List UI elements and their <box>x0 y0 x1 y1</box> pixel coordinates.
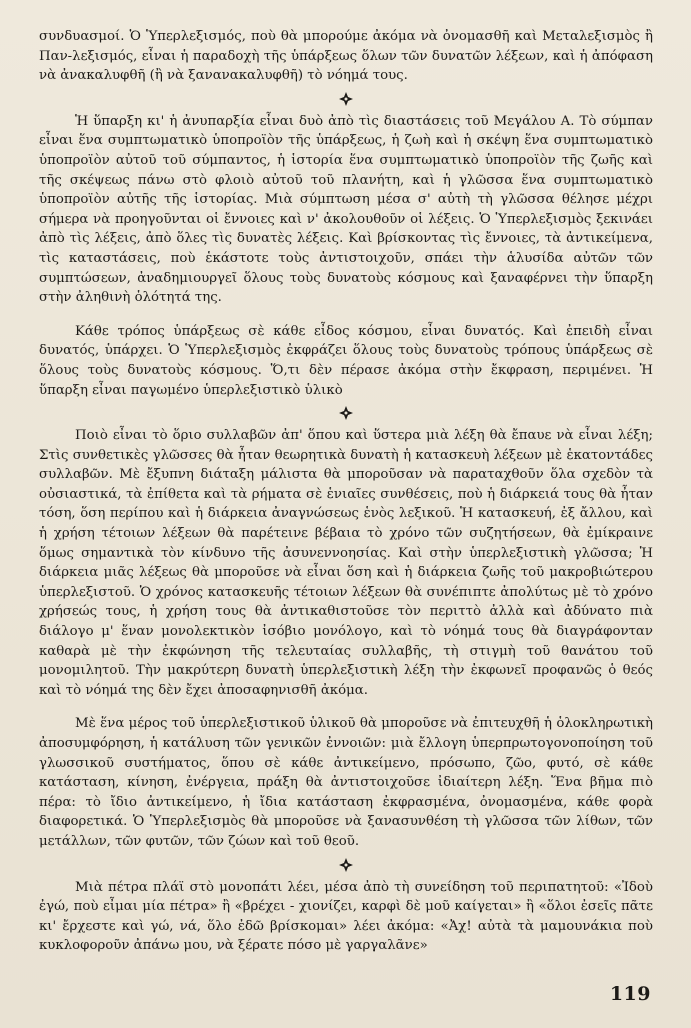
page-number: 119 <box>609 983 651 1005</box>
diamond-ornament-icon <box>339 858 353 872</box>
diamond-ornament-icon <box>339 92 353 106</box>
paragraph-existence: Ἡ ὕπαρξη κι' ἡ ἀνυπαρξία εἶναι δυὸ ἀπὸ τὶς διαστάσεις τοῦ Μεγάλου Α. Τὸ σύμπαν εἶναι ἕνα συμπτωματικὸ ὑποπροϊὸν τῆς ὑπάρξεως, ἡ ζωὴ καὶ ἡ σκέψη ἕνα συμπτωματικὸ ὑποπροϊὸν αὐτοῦ τοῦ σύμπαντος, ἡ ἱστορία ἕνα συμπτωματικὸ ὑποπροϊὸν τῆς ζωῆς καὶ τῆς σκέψεως πάνω στὸ φλοιὸ αὐτοῦ τοῦ πλανήτη, καὶ ἡ γλῶσσα ἕνα συμπτωματικὸ ὑποπροϊὸν αὐτῆς τῆς ἱστορίας. Μιὰ σύμπτωση μέσα σ' αὐτὴ τὴ γλῶσσα θέλησε μέχρι σήμερα νὰ προηγοῦνται οἱ ἔννοιες καὶ ν' ἀκολουθοῦν οἱ λέξεις. Ὁ Ὑπερλεξισμὸς ξεκινάει ἀπὸ τὶς λέξεις, ἀπὸ ὅλες τὶς δυνατὲς λέξεις. Καὶ βρίσκοντας τὶς ἔννοιες, τὰ ἀντικείμενα, τὶς καταστάσεις, ποὺ ἑκάστοτε τοὺς ἀντιστοιχοῦν, σπάει τὴν ἁλυσίδα αὐτῶν τῶν συμπτώσεων, ἀναδημιουργεῖ ὅλους τοὺς δυνατοὺς κόσμους καὶ ξαναφέρνει τὴν ὕπαρξη στὴν ἀληθινὴ ὁλότητά της. <box>39 113 653 306</box>
paragraph-hyperlexism-definition: συνδυασμοί. Ὁ Ὑπερλεξισμός, ποὺ θὰ μπορούμε ἀκόμα νὰ ὀνομασθῆ καὶ Μεταλεξισμὸς ἢ Παν-λεξισμός, εἶναι ἡ παραδοχὴ τῆς ὑπάρξεως ὅλων τῶν δυνατῶν λέξεων, καὶ ἡ ἀπόφαση νὰ ἀνακαλυφθῆ (ἢ νὰ ξανανακαλυφθῆ) τὸ νόημά τους. <box>39 29 653 84</box>
paragraph-syllable-limit: Ποιὸ εἶναι τὸ ὅριο συλλαβῶν ἀπ' ὅπου καὶ ὕστερα μιὰ λέξη θὰ ἔπαυε νὰ εἶναι λέξη; Στὶς συνθετικὲς γλῶσσες θὰ ἦταν θεωρητικὰ δυνατὴ ἡ κατασκευὴ λέξεων μὲ ἑκατοντάδες συλλαβῶν. Μὲ ἔξυπνη διάταξη μάλιστα θὰ μποροῦσαν νὰ παραταχθοῦν ὅλα σχεδὸν τὰ οὐσιαστικά, τὰ ἐπίθετα καὶ τὰ ρήματα σὲ ἑνιαῖες συνθέσεις, ποὺ ἡ διάρκειά τους θὰ ἦταν τόση, ὅση περίπου καὶ ἡ διάρκεια ἀναγνώσεως ἑνὸς λεξικοῦ. Ἡ κατασκευή, ἐξ ἄλλου, καὶ ἡ χρήση τέτοιων λέξεων θὰ παρέτεινε βέβαια τὸ χρόνο τῶν συζητήσεων, θὰ ἐμίκραινε ὅμως σημαντικὰ τὸν κίνδυνο τῆς ἀσυνεννοησίας. Καὶ στὴν ὑπερλεξιστικὴ γλῶσσα; Ἡ διάρκεια μιᾶς λέξεως θὰ μποροῦσε νὰ εἶναι ὅση καὶ ἡ διάρκεια ζωῆς τοῦ μακροβιώτερου ὑπερλεξιστοῦ. Ὁ χρόνος κατασκευῆς τέτοιων λέξεων θὰ συνέπιπτε ἀπολύτως μὲ τὸ χρόνο χρήσεώς τους, ἡ χρήση τους θὰ ἀντικαθιστοῦσε τὸν περιττὸ ἀλλὰ καὶ ἀδύνατο πιὰ διάλογο μ' ἕναν μονολεκτικὸν ἰσόβιο μονόλογο, καὶ τὸ νόημά τους θὰ διαγράφονταν καθαρὰ μὲ τὴν ἐκφώνηση τῆς τελευταίας συλλαβῆς, τὴ στιγμὴ τοῦ θανάτου τοῦ μονομιλητοῦ. Τὴν μακρύτερη δυνατὴ ὑπερλεξιστικὴ λέξη τὴν ἐκφωνεῖ προφανῶς ὁ θεός καὶ τὸ νόημά της δὲν ἔχει ἀποσαφηνισθῆ ἀκόμα. <box>39 428 653 698</box>
paragraph-decongestion: Μὲ ἕνα μέρος τοῦ ὑπερλεξιστικοῦ ὑλικοῦ θὰ μποροῦσε νὰ ἐπιτευχθῆ ἡ ὁλοκληρωτικὴ ἀποσυμφόρηση, ἡ κατάλυση τῶν γενικῶν ἐννοιῶν: μιὰ ἔλλογη ὑπερπρωτογονοποίηση τοῦ γλωσσικοῦ συστήματος, ὅπου σὲ κάθε ἀντικείμενο, πρόσωπο, ζῶο, φυτό, σὲ κάθε κατάσταση, κίνηση, ἐνέργεια, πράξη θὰ ἀντιστοιχοῦσε ἰδιαίτερη λέξη. Ἕνα βῆμα πιὸ πέρα: τὸ ἴδιο ἀντικείμενο, ἡ ἴδια κατάσταση ἐκφρασμένα, ὀνομασμένα, κάθε φορὰ διαφορετικά. Ὁ Ὑπερλεξισμὸς θὰ μποροῦσε νὰ ξανασυνθέση τὴ γλῶσσα τῶν λίθων, τῶν μετάλλων, τῶν φυτῶν, τῶν ζώων καὶ τοῦ θεοῦ. <box>39 716 653 849</box>
section-separator <box>39 400 653 426</box>
section-separator <box>39 852 653 878</box>
paragraph-modes-of-existence: Κάθε τρόπος ὑπάρξεως σὲ κάθε εἶδος κόσμου, εἶναι δυνατός. Καὶ ἐπειδὴ εἶναι δυνατός, ὑπάρχει. Ὁ Ὑπερλεξισμὸς ἐκφράζει ὅλους τοὺς δυνατοὺς τρόπους ὑπάρξεως σὲ ὅλους τοὺς δυνατοὺς κόσμους. Ὅ,τι δὲν πέρασε ἀκόμα στὴν ἔκφραση, περιμένει. Ἡ ὕπαρξη εἶναι παγωμένο ὑπερλεξιστικὸ ὑλικὸ <box>39 323 653 398</box>
diamond-ornament-icon <box>339 406 353 420</box>
paragraph-stone: Μιὰ πέτρα πλάϊ στὸ μονοπάτι λέει, μέσα ἀπὸ τὴ συνείδηση τοῦ περιπατητοῦ: «Ἰδοὺ ἐγώ, ποὺ εἶμαι μία πέτρα» ἢ «βρέχει - χιονίζει, καρφὶ δὲ μοῦ καίγεται» ἢ «ὅλοι ἐσεῖς πᾶτε κι' ἔρχεστε καὶ γώ, νά, ὅλο ἐδῶ βρίσκομαι» λέει ἀκόμα: «Ἀχ! αὐτὰ τὰ μαμουνάκια ποὺ κυκλοφοροῦν ἀπάνω μου, νὰ ξέρατε πόσο μὲ γαργαλᾶνε» <box>39 879 653 954</box>
section-separator <box>39 86 653 112</box>
